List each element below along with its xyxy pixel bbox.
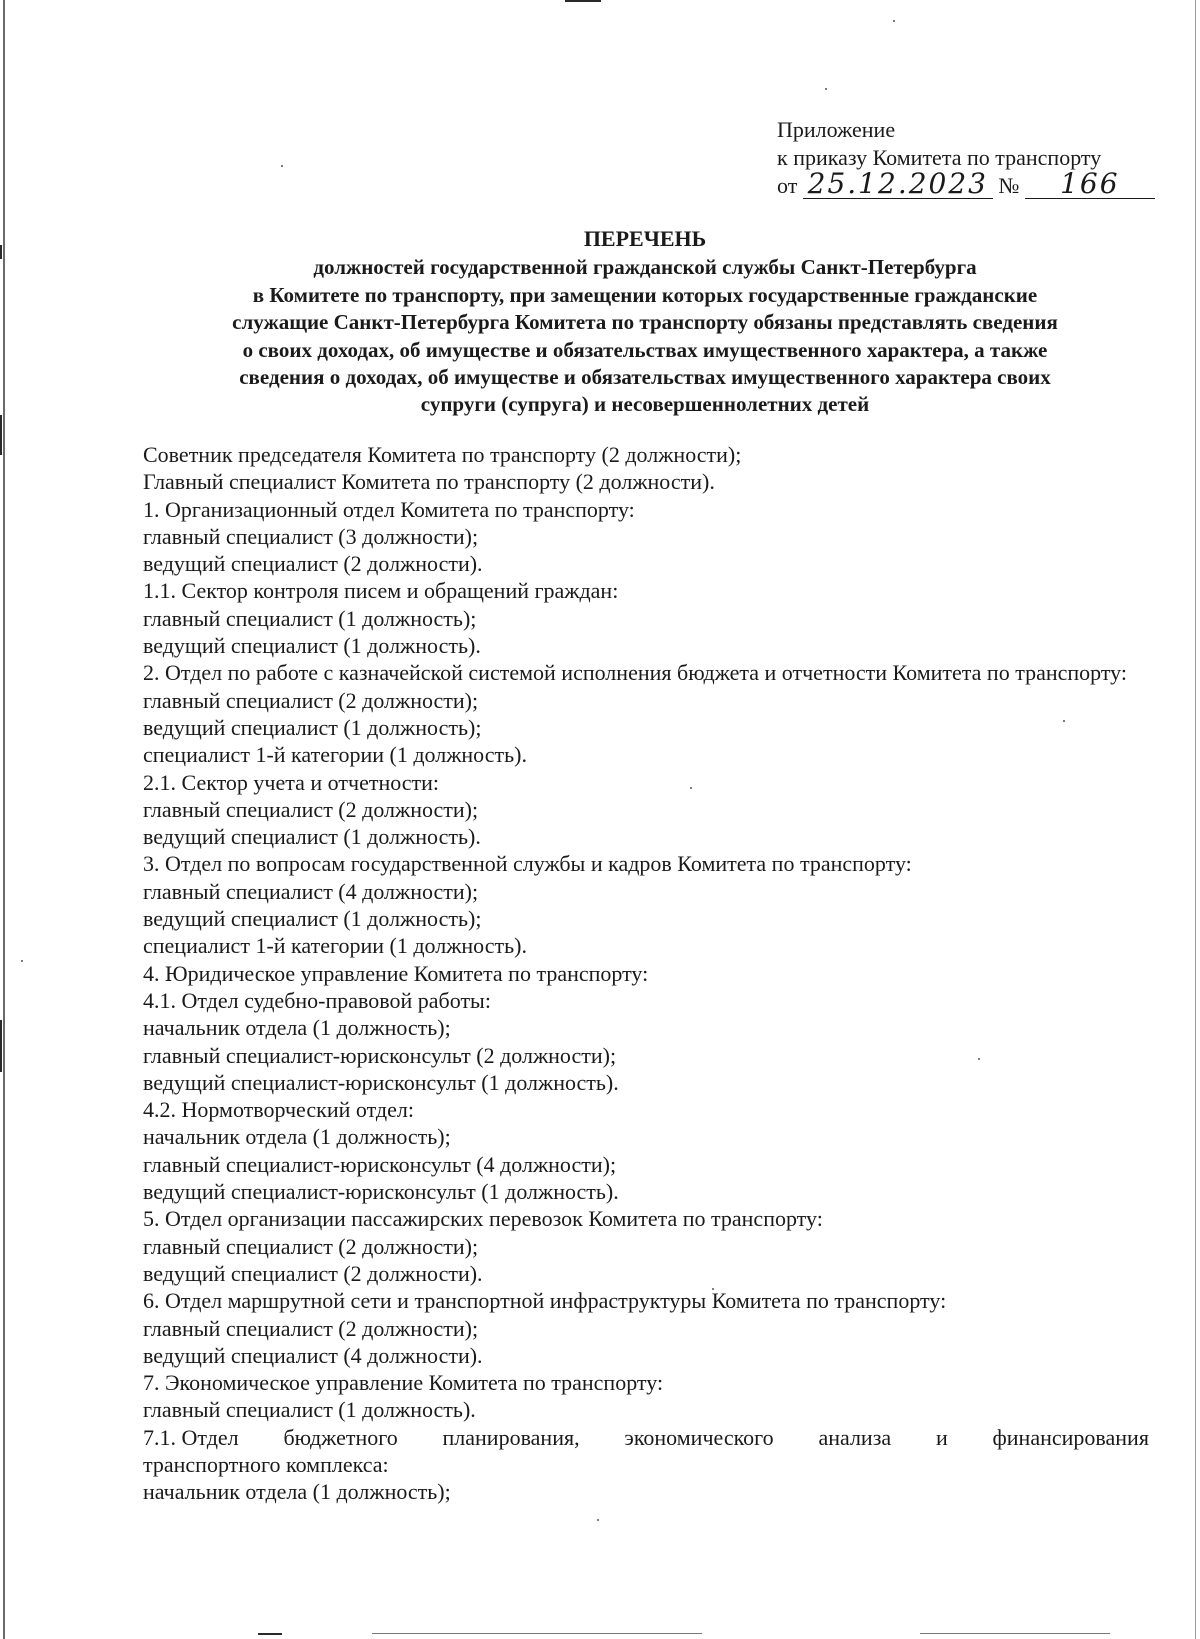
list-item: 1. Организационный отдел Комитета по транспорту: xyxy=(143,496,635,522)
list-item: 3. Отдел по вопросам государственной службы и кадров Комитета по транспорту: xyxy=(143,851,912,877)
handwritten-date xyxy=(803,167,993,200)
word: финансирования xyxy=(992,1424,1149,1450)
list-item: главный специалист (3 должности); xyxy=(143,523,479,549)
list-item: начальник отдела (1 должность); xyxy=(143,1015,451,1041)
scan-speck xyxy=(825,88,827,90)
list-item: ведущий специалист (1 должность). xyxy=(143,824,481,850)
list-item: главный специалист-юрисконсульт (2 должности); xyxy=(143,1042,617,1068)
list-item: главный специалист (1 должность); xyxy=(143,605,477,631)
title-heading: ПЕРЕЧЕНЬ xyxy=(583,226,707,251)
handwritten-date-value: 25.12.2023 xyxy=(807,167,988,200)
title-line: должностей государственной гражданской службы Санкт-Петербурга xyxy=(313,255,977,280)
scan-mark-top xyxy=(565,0,601,2)
title-line: в Комитете по транспорту, при замещении которых государственные гражданские xyxy=(252,282,1038,307)
list-item: специалист 1-й категории (1 должность). xyxy=(143,933,527,959)
scan-speck xyxy=(281,165,283,167)
scan-speck xyxy=(597,1519,599,1521)
word: экономического xyxy=(624,1424,774,1450)
positions-list xyxy=(143,441,1149,1506)
title-line: сведения о доходах, об имуществе и обязательствах имущественного характера своих xyxy=(239,365,1051,390)
list-item: 2. Отдел по работе с казначейской системой исполнения бюджета и отчетности Комитета по транспорту: xyxy=(143,660,1128,686)
list-item: ведущий специалист (2 должности). xyxy=(143,1260,483,1286)
word: планирования, xyxy=(442,1424,580,1450)
list-item: главный специалист-юрисконсульт (4 должности); xyxy=(143,1151,617,1177)
list-item: главный специалист (1 должность). xyxy=(143,1397,476,1423)
scan-mark-left-2 xyxy=(0,415,2,455)
list-item: главный специалист (2 должности); xyxy=(143,1233,479,1259)
list-item: главный специалист (2 должности); xyxy=(143,796,479,822)
scan-mark-left-1 xyxy=(0,245,2,259)
list-item: ведущий специалист (4 должности). xyxy=(143,1342,483,1368)
list-item: главный специалист (4 должности); xyxy=(143,878,479,904)
list-item: ведущий специалист (1 должность); xyxy=(143,714,482,740)
scan-mark-left-3 xyxy=(0,1020,2,1072)
list-item: ведущий специалист (1 должность); xyxy=(143,906,482,932)
list-item: 4. Юридическое управление Комитета по транспорту: xyxy=(143,960,649,986)
scan-speck xyxy=(893,20,895,22)
list-item: ведущий специалист-юрисконсульт (1 должность). xyxy=(143,1069,619,1095)
list-item: главный специалист (2 должности); xyxy=(143,687,479,713)
scan-mark-bottom-2 xyxy=(372,1633,702,1634)
list-item: ведущий специалист (1 должность). xyxy=(143,633,481,659)
title-line: о своих доходах, об имуществе и обязательствах имущественного характера, а также xyxy=(242,337,1048,362)
scan-mark-bottom xyxy=(258,1633,282,1635)
appendix-date-number-line xyxy=(777,167,1137,200)
scan-edge-right xyxy=(1195,0,1196,1639)
word: анализа xyxy=(818,1424,892,1450)
date-prefix: от xyxy=(777,173,798,198)
list-item-spread xyxy=(143,1424,1149,1451)
list-item: главный специалист (2 должности); xyxy=(143,1315,479,1341)
title-line: супруги (супруга) и несовершеннолетних детей xyxy=(420,392,870,417)
list-item: 1.1. Сектор контроля писем и обращений граждан: xyxy=(143,578,619,604)
list-item: 7. Экономическое управление Комитета по транспорту: xyxy=(143,1370,664,1396)
title-line: служащие Санкт-Петербурга Комитета по транспорту обязаны представлять сведения xyxy=(232,310,1058,335)
list-item: Советник председателя Комитета по транспорту (2 должности); xyxy=(143,442,742,467)
handwritten-number-value: 166 xyxy=(1060,167,1120,200)
list-item: 5. Отдел организации пассажирских перевозок Комитета по транспорту: xyxy=(143,1206,823,1232)
list-item: транспортного комплекса: xyxy=(143,1451,389,1477)
list-item: 6. Отдел маршрутной сети и транспортной инфраструктуры Комитета по транспорту: xyxy=(143,1288,947,1314)
list-item: 2.1. Сектор учета и отчетности: xyxy=(143,769,440,795)
list-item: 4.1. Отдел судебно-правовой работы: xyxy=(143,987,491,1013)
appendix-order-reference: к приказу Комитета по транспорту xyxy=(777,145,1102,170)
appendix-label: Приложение xyxy=(777,117,896,142)
word: 7.1. Отдел xyxy=(143,1424,239,1450)
scan-speck xyxy=(21,960,23,962)
list-item: начальник отдела (1 должность); xyxy=(143,1124,451,1150)
number-sign: № xyxy=(998,173,1020,198)
word: и xyxy=(935,1424,948,1450)
appendix-header xyxy=(777,116,1137,200)
scan-edge-left xyxy=(3,0,5,1639)
list-item: начальник отдела (1 должность); xyxy=(143,1479,451,1505)
list-item: специалист 1-й категории (1 должность). xyxy=(143,742,527,768)
scan-mark-bottom-3 xyxy=(920,1633,1110,1634)
list-item: Главный специалист Комитета по транспорту (2 должности). xyxy=(143,469,715,495)
list-item: ведущий специалист-юрисконсульт (1 должность). xyxy=(143,1179,619,1205)
list-item: 4.2. Нормотворческий отдел: xyxy=(143,1097,414,1123)
list-item: ведущий специалист (2 должности). xyxy=(143,551,483,577)
word: бюджетного xyxy=(283,1424,398,1450)
handwritten-number xyxy=(1025,167,1155,200)
document-title xyxy=(140,225,1150,419)
